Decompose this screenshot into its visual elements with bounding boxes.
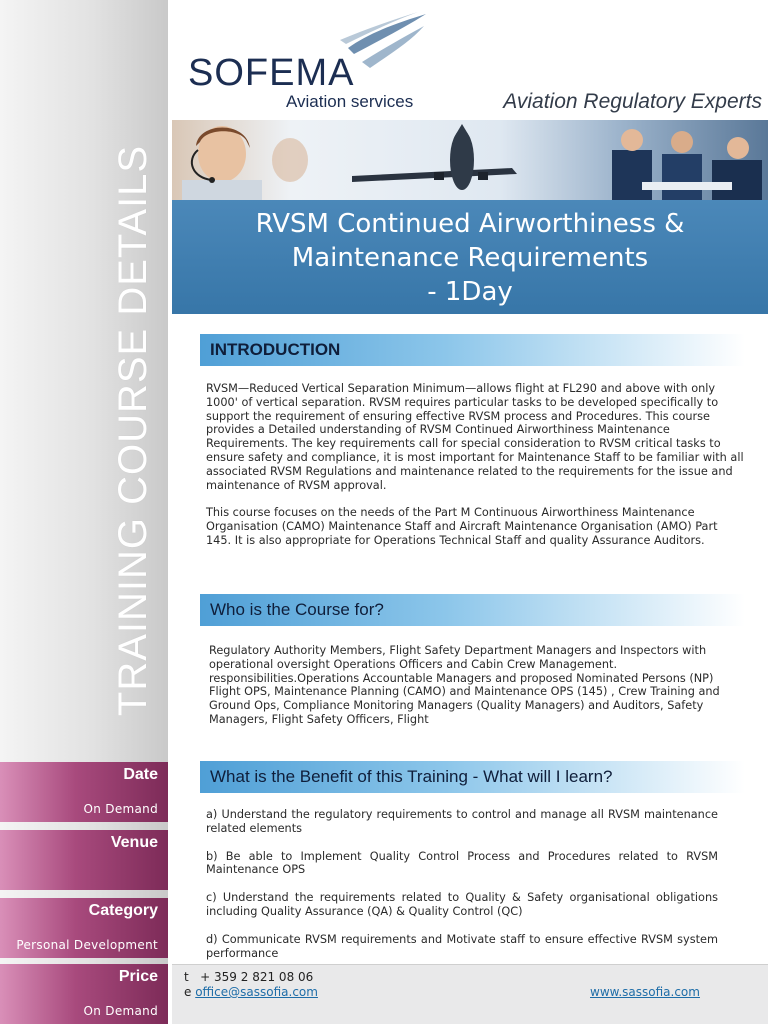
phone-row <box>184 970 313 984</box>
phone-prefix: t <box>184 970 189 984</box>
banner-illustration <box>172 120 768 200</box>
vertical-title-text: TRAINING COURSE DETAILS <box>111 144 156 716</box>
category-label: Category <box>88 902 158 919</box>
venue-label: Venue <box>110 834 158 851</box>
venue-box <box>0 830 168 890</box>
phone-number: + 359 2 821 08 06 <box>200 970 314 984</box>
price-box <box>0 964 168 1024</box>
category-value: Personal Development <box>16 938 158 952</box>
course-title-line-3: - 1Day <box>427 277 513 307</box>
tagline: Aviation Regulatory Experts <box>503 90 762 113</box>
email-link[interactable]: office@sassofia.com <box>195 985 318 999</box>
email-prefix: e <box>184 985 192 999</box>
introduction-paragraph: RVSM—Reduced Vertical Separation Minimum—allows flight at FL290 and above with only 1000' of vertical separation. RVSM requires particular tasks to be developed specifically to support the requirement of ensuring effective RVSM process and Procedures. This course provides a Detailed understanding of RVSM Continued Airworthiness Maintenance Requirements. The key requirements call for special consideration to RVSM critical tasks to ensure safety and compliance, it is most important for Maintenance Staff to be familiar with all associated RVSM Regulations and maintenance related to the requirements for the issue and maintenance of RVSM approval. <box>206 382 744 492</box>
email-row <box>184 985 318 999</box>
benefit-item: a) Understand the regulatory requirements to control and manage all RVSM maintenance related elements <box>206 808 718 835</box>
date-value: On Demand <box>83 802 158 816</box>
course-title-line-1: RVSM Continued Airworthiness & <box>255 209 685 239</box>
category-box <box>0 898 168 958</box>
business-team-icon <box>612 129 762 200</box>
contact-footer <box>172 964 768 1024</box>
audience-heading: Who is the Course for? <box>200 594 745 626</box>
logo-subtitle: Aviation services <box>286 92 414 111</box>
date-label: Date <box>123 766 158 783</box>
price-value: On Demand <box>83 1004 158 1018</box>
benefits-list <box>206 808 718 974</box>
logo-wordmark: SOFEMA <box>188 52 355 94</box>
benefit-item: b) Be able to Implement Quality Control Process and Procedures related to RVSM Maintenance OPS <box>206 849 718 877</box>
benefit-item: c) Understand the requirements related to Quality & Safety organisational obligations including Quality Assurance (QA) & Quality Control (QC) <box>206 891 718 918</box>
benefit-item: d) Communicate RVSM requirements and Motivate staff to ensure effective RVSM system performance <box>206 932 718 960</box>
introduction-body <box>206 382 744 562</box>
introduction-heading: INTRODUCTION <box>200 334 745 366</box>
date-box <box>0 762 168 822</box>
header-banner <box>172 120 768 200</box>
vertical-title <box>108 144 160 716</box>
introduction-paragraph: This course focuses on the needs of the Part M Continuous Airworthiness Maintenance Organisation (CAMO) Maintenance Staff and Aircraft Maintenance Organisation (AMO) Part 145. It is also appropriate for Operations Technical Staff and quality Assurance Auditors. <box>206 506 718 547</box>
course-title-line-2: Maintenance Requirements <box>291 243 649 273</box>
benefits-heading: What is the Benefit of this Training - What will I learn? <box>200 761 745 793</box>
website-link[interactable]: www.sassofia.com <box>590 985 700 999</box>
audience-body: Regulatory Authority Members, Flight Safety Department Managers and Inspectors with operational oversight Operations Officers and Cabin Crew Management. responsibilities.Operations Accountable Managers and proposed Nominated Persons (NP) Flight OPS, Maintenance Planning (CAMO) and Maintenance OPS (145) , Crew Training and Ground Ops, Compliance Monitoring Managers (Quality Managers) and Auditors, Safety Managers, Flight Safety Officers, Flight <box>209 644 720 726</box>
course-title <box>172 200 768 314</box>
price-label: Price <box>118 968 158 985</box>
